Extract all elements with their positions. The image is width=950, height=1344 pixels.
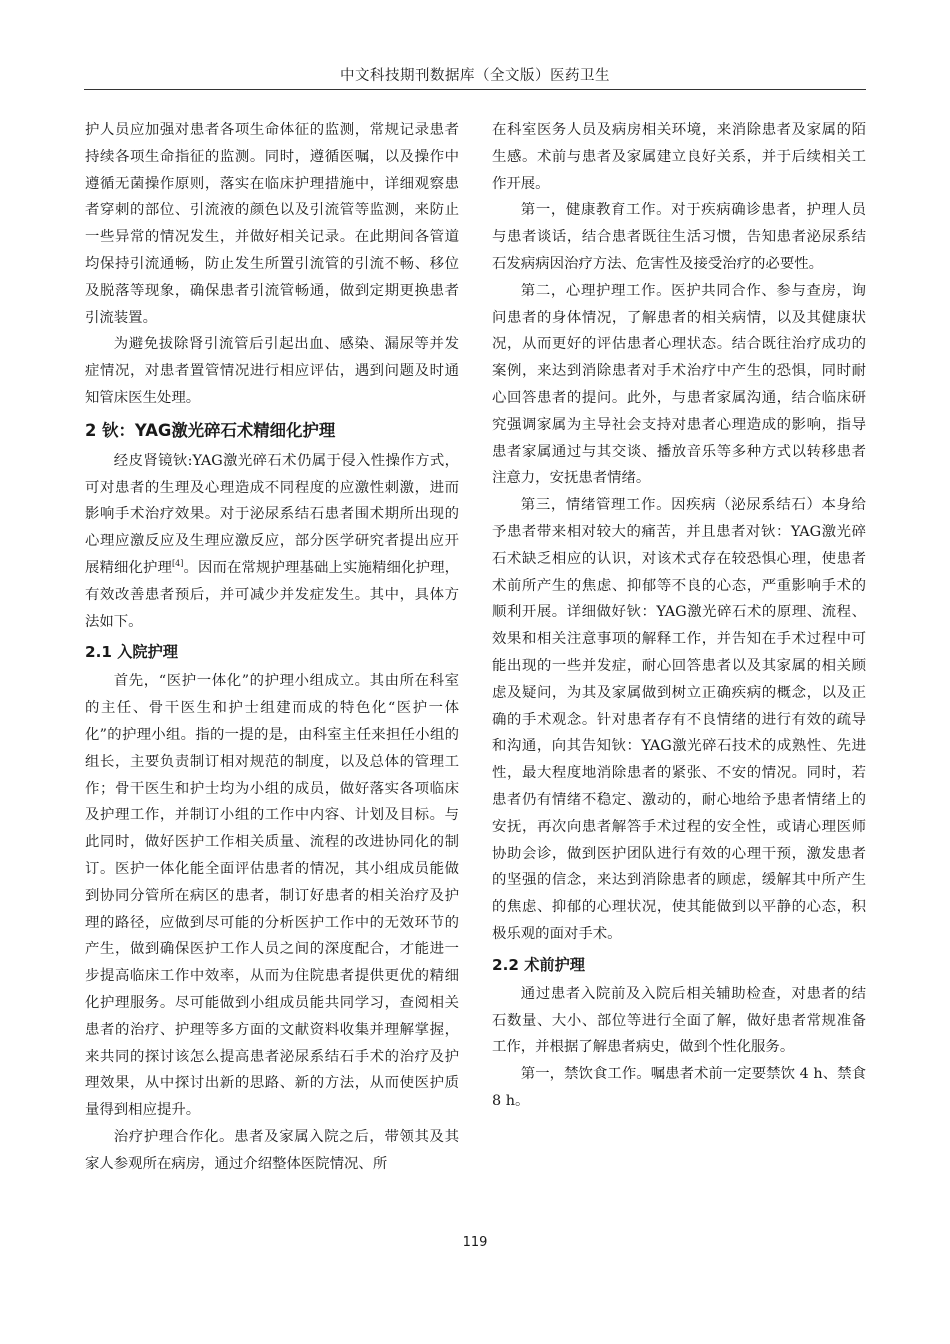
paragraph: 第一，健康教育工作。对于疾病确诊患者，护理人员与患者谈话，结合患者既往生活习惯，告知患者泌尿系结石发病病因治疗方法、危害性及接受治疗的必要性。 bbox=[492, 202, 866, 272]
paragraph-text: 。因而在常规护理基础上实施精细化护理，有效改善患者预后，并可减少并发症发生。其中，具体方法如下。 bbox=[85, 559, 459, 630]
paragraph-text: 经皮肾镜钬:YAG激光碎石术仍属于侵入性操作方式，可对患者的生理及心理造成不同程度的应激性刺激，进而影响手术治疗效果。对于泌尿系结石患者围术期所出现的心理应激反应及生理应激反应，部分医学研究者提出应开展精细化护理 bbox=[85, 452, 459, 576]
paragraph: 护人员应加强对患者各项生命体征的监测，常规记录患者持续各项生命指征的监测。同时，遵循医嘱，以及操作中遵循无菌操作原则，落实在临床护理措施中，详细观察患者穿刺的部位、引流液的颜色以及引流管等监测，来防止一些异常的情况发生，并做好相关记录。在此期间各管道均保持引流通畅，防止发生所置引流管的引流不畅、移位及脱落等现象，确保患者引流管畅通，做到定期更换患者引流装置。 bbox=[85, 122, 459, 326]
paragraph: 第二，心理护理工作。医护共同合作、参与查房，询问患者的身体情况，了解患者的相关病情，以及其健康状况，从而更好的评估患者心理状态。结合既往治疗成功的案例，来达到消除患者对手术治疗中产生的恐惧，同时耐心回答患者的提问。此外，与患者家属沟通，结合临床研究强调家属为主导社会支持对患者心理造成的影响，指导患者家属通过与其交谈、播放音乐等多种方式以转移患者注意力，安抚患者情绪。 bbox=[492, 282, 866, 487]
citation-reference: [4] bbox=[172, 558, 184, 568]
paragraph bbox=[85, 448, 459, 636]
paragraph: 在科室医务人员及病房相关环境，来消除患者及家属的陌生感。术前与患者及家属建立良好关系，并于后续相关工作开展。 bbox=[492, 122, 866, 192]
paragraph: 通过患者入院前及入院后相关辅助检查，对患者的结石数量、大小、部位等进行全面了解，做好患者常规准备工作，并根据了解患者病史，做到个性化服务。 bbox=[492, 985, 866, 1056]
journal-header: 中文科技期刊数据库（全文版）医药卫生 bbox=[340, 68, 610, 84]
paragraph: 第三，情绪管理工作。因疾病（泌尿系结石）本身给予患者带来相对较大的痛苦，并且患者对钬：YAG激光碎石术缺乏相应的认识，对该术式存在较恐惧心理，使患者术前所产生的焦虑、抑郁等不良的心态，严重影响手术的顺利开展。详细做好钬：YAG激光碎石术的原理、流程、效果和相关注意事项的解释工作，并告知在手术过程中可能出现的一些并发症，耐心回答患者以及其家属的相关顾虑及疑问，为其及家属做到树立正确疾病的概念，以及正确的手术观念。针对患者存有不良情绪的进行有效的疏导和沟通，向其告知钬：YAG激光碎石技术的成熟性、先进性，最大程度地消除患者的紧张、不安的情况。同时，若患者仍有情绪不稳定、激动的，耐心地给予患者情绪上的安抚，再次向患者解答手术过程的安全性，或请心理医师协助会诊，做到医护团队进行有效的心理干预，激发患者的坚强的信念，来达到消除患者的顾虑，缓解其中所产生的焦虑、抑郁的心理状况，使其能做到以平静的心态，积极乐观的面对手术。 bbox=[492, 497, 866, 942]
paragraph: 为避免拔除肾引流管后引起出血、感染、漏尿等并发症情况，对患者置管情况进行相应评估，遇到问题及时通知管床医生处理。 bbox=[85, 336, 459, 406]
paragraph: 第一，禁饮食工作。嘱患者术前一定要禁饮 4 h、禁食 8 h。 bbox=[492, 1066, 866, 1109]
paragraph: 首先，“医护一体化”的护理小组成立。其由所在科室的主任、骨干医生和护士组建而成的特色化“医护一体化”的护理小组。指的一提的是，由科室主任来担任小组的组长，主要负责制订相对规范的制度，以及总体的管理工作；骨干医生和护士均为小组的成员，做好落实各项临床及护理工作，并制订小组的工作中内容、计划及目标。与此同时，做好医护工作相关质量、流程的改进协同化的制订。医护一体化能全面评估患者的情况，其小组成员能做到协同分管所在病区的患者，制订好患者的相关治疗及护理的路径，应做到尽可能的分析医护工作中的无效环节的产生，做到确保医护工作人员之间的深度配合，才能进一步提高临床工作中效率，从而为住院患者提供更优的精细化护理服务。尽可能做到小组成员能共同学习，查阅相关患者的治疗、护理等多方面的文献资料收集并理解掌握，来共同的探讨该怎么提高患者泌尿系结石手术的治疗及护理效果，从中探讨出新的思路、新的方法，从而使医护质量得到相应提升。 bbox=[85, 673, 459, 1119]
page-number: 119 bbox=[462, 1235, 488, 1250]
right-column bbox=[492, 117, 866, 1115]
section-heading: 2 钬：YAG激光碎石术精细化护理 bbox=[85, 420, 336, 440]
header-divider bbox=[84, 89, 866, 90]
paragraph: 治疗护理合作化。患者及家属入院之后，带领其及其家人参观所在病房，通过介绍整体医院情况、所 bbox=[85, 1128, 459, 1172]
subsection-heading: 2.2 术前护理 bbox=[492, 955, 585, 974]
left-column bbox=[85, 117, 459, 1177]
subsection-heading: 2.1 入院护理 bbox=[85, 643, 178, 662]
